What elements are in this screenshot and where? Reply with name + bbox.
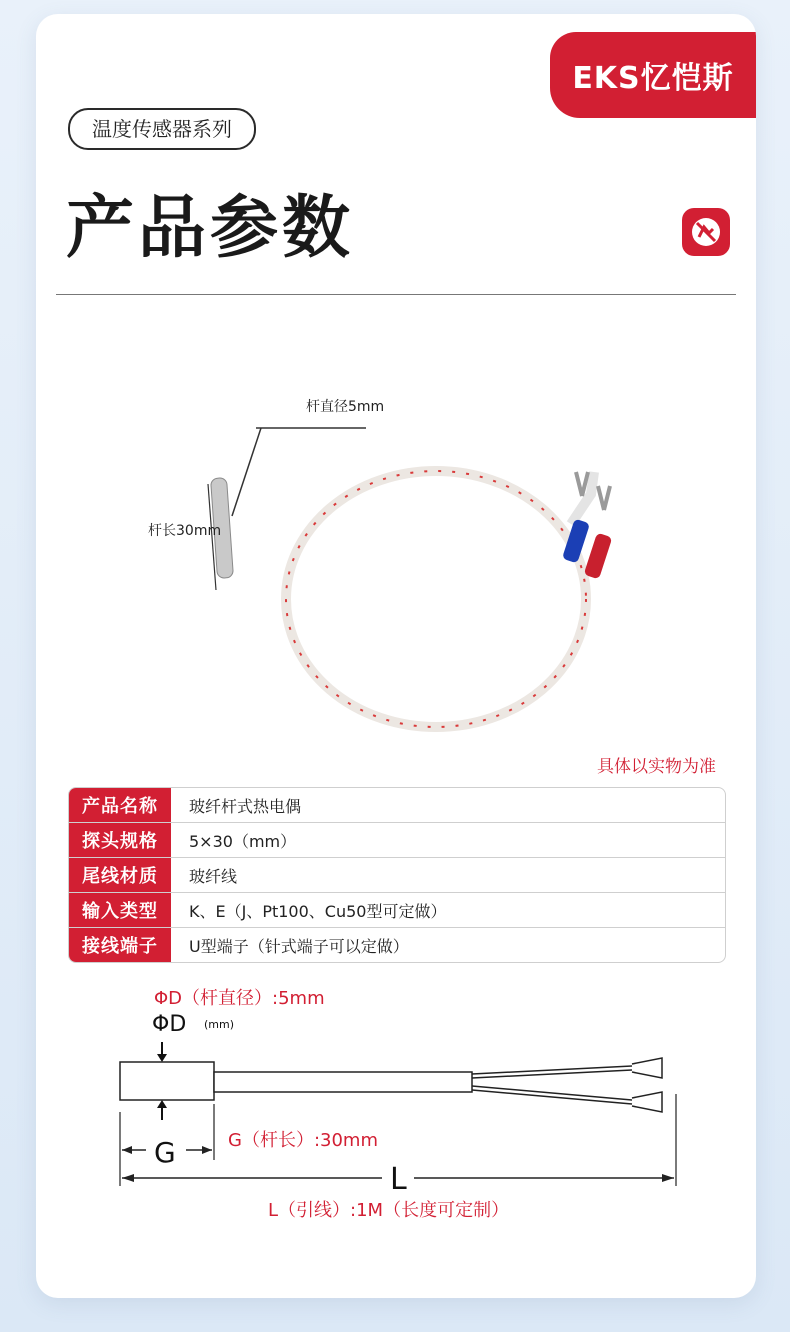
spec-value: U型端子（针式端子可以定做）: [189, 936, 409, 956]
spec-key: 输入类型: [69, 893, 171, 927]
g-label: G（杆长）:30mm: [228, 1130, 378, 1151]
spec-key: 尾线材质: [69, 858, 171, 892]
series-tag: 温度传感器系列: [68, 108, 256, 150]
callout-diameter: 杆直径5mm: [306, 399, 385, 415]
spec-table: [68, 787, 726, 963]
spec-row: [69, 928, 725, 962]
product-photo: [136, 384, 736, 744]
callout-length: 杆长30mm: [148, 523, 222, 539]
spec-key: 探头规格: [69, 823, 171, 857]
l-label: L（引线）:1M（长度可定制）: [268, 1200, 510, 1221]
brand-logo: EKS忆恺斯: [550, 32, 756, 118]
page-title: 产品参数: [66, 189, 355, 268]
spec-row: [69, 893, 725, 928]
disclaimer-note: 具体以实物为准: [597, 757, 716, 777]
spec-row: [69, 823, 725, 858]
product-card: [36, 14, 756, 1298]
phi-symbol: ΦD: [152, 1012, 187, 1037]
spec-row: [69, 788, 725, 823]
phi-unit: (mm): [204, 1018, 235, 1031]
spec-value: 玻纤杆式热电偶: [189, 796, 302, 816]
spec-key: 产品名称: [69, 788, 171, 822]
g-symbol: G: [154, 1136, 176, 1169]
hazard-icon: [682, 208, 730, 256]
spec-value: 玻纤线: [189, 866, 238, 886]
l-symbol: L: [390, 1162, 407, 1197]
divider: [56, 294, 736, 295]
phi-label: ΦD（杆直径）:5mm: [154, 988, 325, 1009]
spec-value: 5×30（mm）: [189, 831, 297, 851]
spec-row: [69, 858, 725, 893]
spec-key: 接线端子: [69, 928, 171, 962]
spec-value: K、E（J、Pt100、Cu50型可定做）: [189, 901, 447, 921]
